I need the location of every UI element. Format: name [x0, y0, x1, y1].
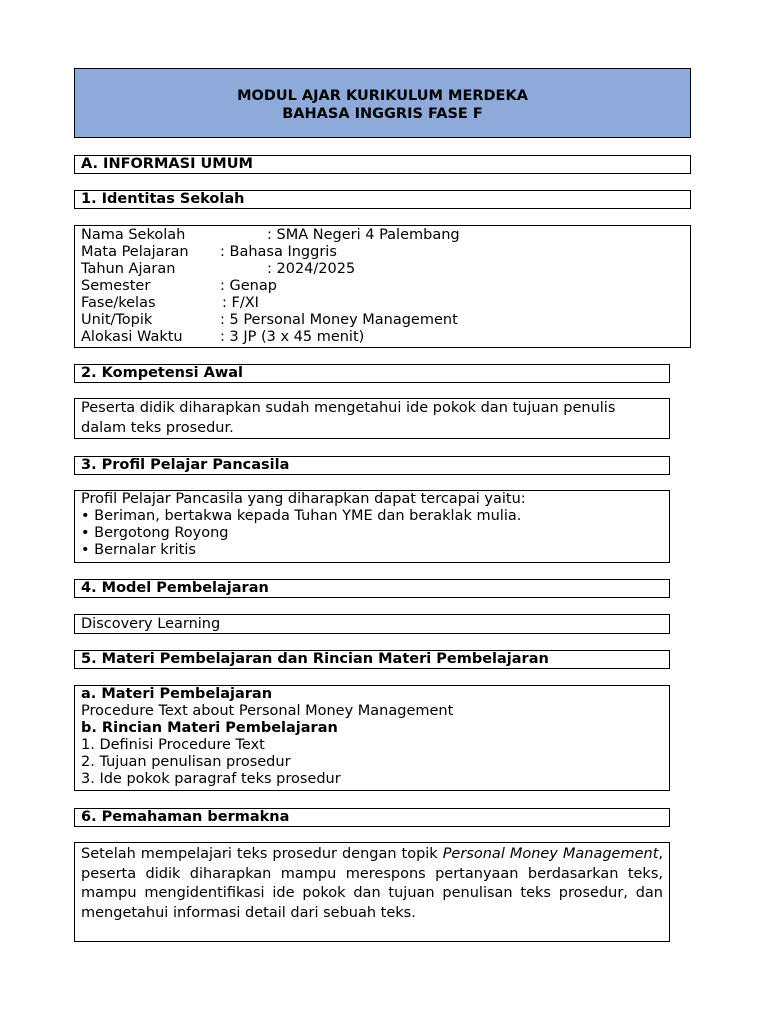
identitas-row: [81, 261, 684, 278]
model-text: Discovery Learning: [81, 616, 221, 632]
row-label: Semester: [81, 278, 151, 294]
profil-item: • Bernalar kritis: [81, 542, 196, 558]
pemahaman-text-post: , peserta didik diharapkan mampu merespons pertanyaan berdasarkan teks, mampu mengidentifikasi ide pokok dan tujuan penulisan teks prosedur, dan mengetahui informasi detail dari sebuah teks.: [81, 846, 663, 921]
kompetensi-box: [74, 398, 670, 439]
materi-box: [74, 685, 670, 791]
row-value: : 5 Personal Money Management: [220, 312, 458, 328]
row-value: : F/XI: [222, 295, 259, 311]
kompetensi-heading-label: 2. Kompetensi Awal: [81, 365, 244, 381]
materi-item: 2. Tujuan penulisan prosedur: [81, 754, 291, 770]
row-label: Alokasi Waktu: [81, 329, 183, 345]
kompetensi-text: Peserta didik diharapkan sudah mengetahui ide pokok dan tujuan penulis dalam teks prosedur.: [81, 400, 616, 436]
row-label: Nama Sekolah: [81, 227, 186, 243]
materi-item: 3. Ide pokok paragraf teks prosedur: [81, 771, 341, 787]
row-value: : SMA Negeri 4 Palembang: [267, 227, 460, 243]
pemahaman-text-emphasis: Personal Money Management: [442, 846, 659, 862]
identitas-heading: [74, 190, 691, 209]
profil-intro: Profil Pelajar Pancasila yang diharapkan dapat tercapai yaitu:: [81, 491, 526, 507]
profil-heading: [74, 456, 670, 475]
model-box: [74, 614, 670, 634]
pemahaman-heading: [74, 808, 670, 827]
materi-item: 1. Definisi Procedure Text: [81, 737, 265, 753]
kompetensi-heading: [74, 364, 670, 383]
row-label: Fase/kelas: [81, 295, 156, 311]
row-label: Unit/Topik: [81, 312, 153, 328]
document-title: [74, 68, 691, 138]
profil-item: • Bergotong Royong: [81, 525, 229, 541]
identitas-box: [74, 225, 691, 348]
identitas-row: [81, 295, 684, 312]
materi-sub-a: a. Materi Pembelajaran: [81, 686, 273, 702]
materi-sub-b: b. Rincian Materi Pembelajaran: [81, 720, 338, 736]
row-value: : Genap: [220, 278, 277, 294]
title-line-2: BAHASA INGGRIS FASE F: [282, 106, 483, 122]
identitas-row: [81, 312, 684, 329]
materi-text-a: Procedure Text about Personal Money Management: [81, 703, 454, 719]
row-label: Tahun Ajaran: [81, 261, 176, 277]
profil-item: • Beriman, bertakwa kepada Tuhan YME dan beraklak mulia.: [81, 508, 522, 524]
row-label: Mata Pelajaran: [81, 244, 189, 260]
identitas-row: [81, 227, 684, 244]
section-a-heading: [74, 155, 691, 174]
profil-heading-label: 3. Profil Pelajar Pancasila: [81, 457, 290, 473]
materi-heading-label: 5. Materi Pembelajaran dan Rincian Materi Pembelajaran: [81, 651, 549, 667]
pemahaman-box: [74, 842, 670, 942]
pemahaman-heading-label: 6. Pemahaman bermakna: [81, 809, 290, 825]
model-heading: [74, 579, 670, 598]
materi-heading: [74, 650, 670, 669]
identitas-row: [81, 278, 684, 295]
section-a-label: A. INFORMASI UMUM: [81, 156, 253, 172]
identitas-heading-label: 1. Identitas Sekolah: [81, 191, 245, 207]
title-line-1: MODUL AJAR KURIKULUM MERDEKA: [237, 88, 528, 104]
identitas-row: [81, 329, 684, 346]
row-value: : Bahasa Inggris: [220, 244, 337, 260]
row-value: : 3 JP (3 x 45 menit): [220, 329, 365, 345]
pemahaman-text-pre: Setelah mempelajari teks prosedur dengan topik: [81, 846, 443, 862]
row-value: : 2024/2025: [267, 261, 356, 277]
identitas-row: [81, 244, 684, 261]
model-heading-label: 4. Model Pembelajaran: [81, 580, 269, 596]
profil-box: [74, 490, 670, 563]
